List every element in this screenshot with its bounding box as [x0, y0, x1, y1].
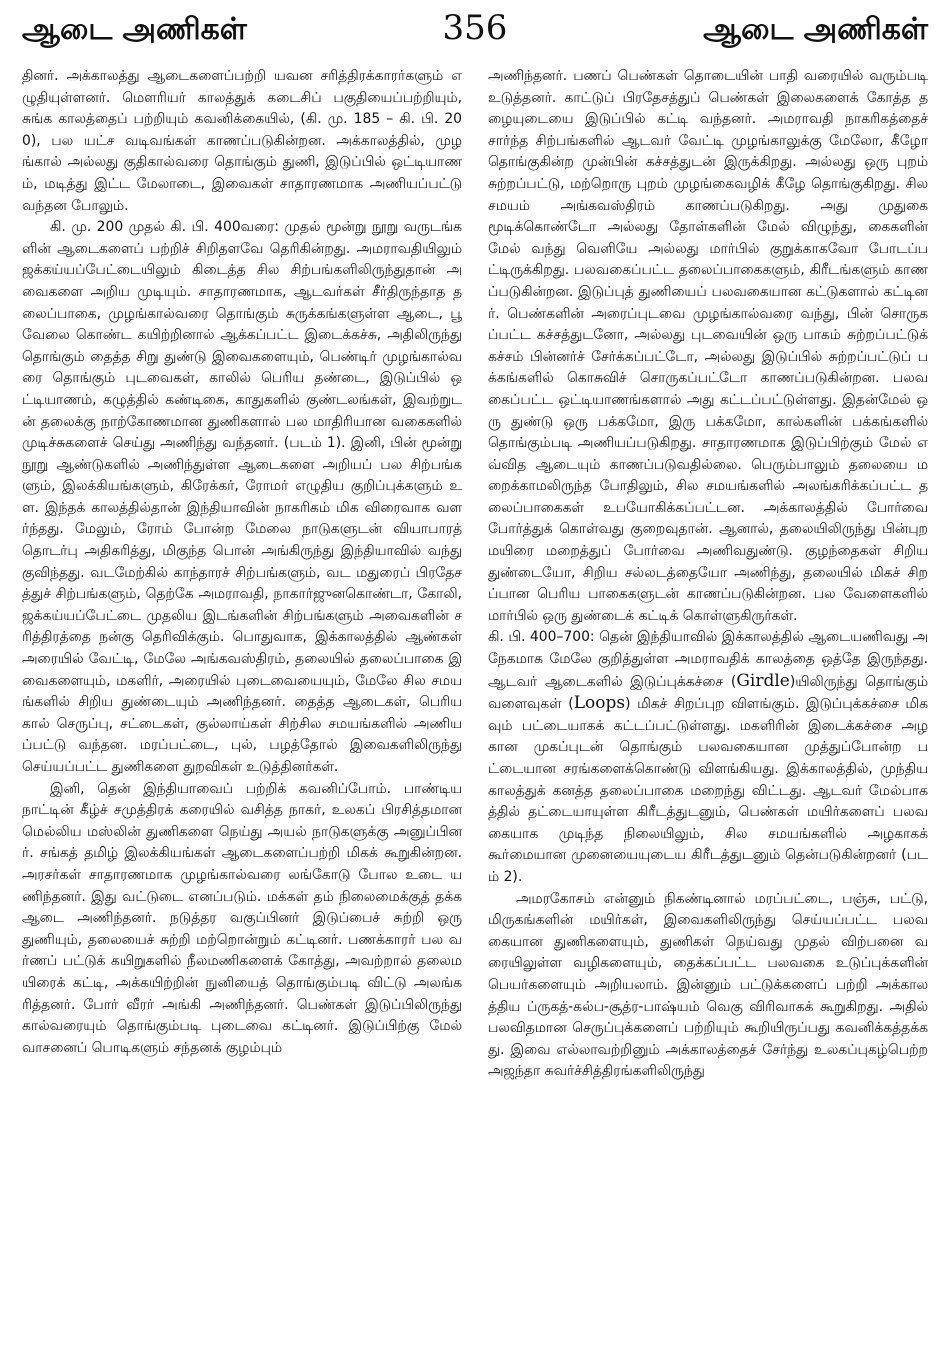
section-paragraph-400-700ad: [488, 627, 928, 888]
paragraph-amaravati-style: அணிந்தனர். பணப் பெண்கள் தொடையின் பாதி வரையில் வரும்படி உடுத்தனர். காட்டுப் பிரதேசத்துப் பெண்கள் இலைகளைக் கோத்த தழையுடையை இடுப்பில் கட்டி வந்தனர். அமராவதி நாகரிகத்தைச் சார்ந்த சிற்பங்களில் ஆடவர் வேட்டி முழங்காலுக்கு மேலோ, கீழோ தொங்குகின்ற முன்பின் கச்சத்துடன் இருக்கிறது. அல்லது ஒரு புறம் சுற்றப்பட்டு, மற்றொரு புறம் முழங்கைவழிக் கீழே தொங்குகிறது. சில சமயம் அங்கவஸ்திரம் காணப்படுகிறது. அது முதுகை மூடிக்கொண்டோ அல்லது தோள்களின் மேல் விழுந்து, கைகளின் மேல் வந்து வெளியே அல்லது மார்பில் குறுக்காகவோ போடப்பட்டிருக்கிறது. பலவகைப்பட்ட தலைப்பாகைகளும், கிரீடங்களும் காணப்படுகின்றன. இடுப்புத் துணியைப் பலவகையான கட்டுகளால் கட்டினர். பெண்களின் அரைப்புடவை முழங்கால்வரை வந்து, பின் சொருகப்பட்ட கச்சத்துடனோ, அல்லது புடவையின் ஒரு பாகம் சுற்றப்பட்டுக் கச்சம் பின்னர்ச் சேர்க்கப்பட்டோ, அல்லது இடுப்பில் சுற்றப்பட்டுப் பக்கங்களில் கொசுவிச் சொருகப்பட்டோ காணப்படுகின்றன. பலவகைப்பட்ட ஒட்டியாணங்களால் அது கட்டப்பட்டுள்ளது. இதன்மேல் ஒரு துண்டு ஒரு பக்கமோ, இரு பக்கமோ, கால்களின் பக்கங்களில் தொங்கும்படி அணியப்படுகிறது. சாதாரணமாக இடுப்பிற்கும் மேல் எவ்வித ஆடையும் காணப்படுவதில்லை. பெரும்பாலும் தலையை மறைக்காமலிருந்த போதிலும், சில சமயங்களில் அலங்கரிக்கப்பட்ட தலைப்பாகைகள் உபயோகிக்கப்பட்டன. அக்காலத்தில் போர்வை போர்த்துக் கொள்வது குறைவுதான். ஆனால், தலையிலிருந்து பின்புற மயிரை மறைத்துப் போர்வை அணிவதுண்டு. குழந்தைகள் சிறிய துண்டையோ, சிறிய சல்லடத்தையோ அணிந்து, தலையில் மிகச் சிறப்பான பெரிய பாகைகளுடன் காணப்படுகின்றன. பல வேளைகளில் மார்பில் ஒரு துண்டைக் கட்டிக் கொள்ளுகிருர்கள்.: [488, 68, 928, 624]
running-title-left: ஆடை அணிகள்: [22, 12, 247, 47]
paragraph-south-india: இனி, தென் இந்தியாவைப் பற்றிக் கவனிப்போம். பாண்டிய நாட்டின் கீழ்ச் சமுத்திரக் கரையில் வசித்த நாகர், உலகப் பிரசித்தமான மெல்லிய மஸ்லின் துணிகளை நெய்து அயல் நாடுகளுக்கு அனுப்பினர். சங்கத் தமிழ் இலக்கியங்கள் ஆடைகளைப்பற்றி மிகக் கூறுகின்றன. அரசர்கள் சாதாரணமாக முழங்கால்வரை லங்கோடு போல உடை யணிந்தனர். இது வட்டுடை எனப்படும். மக்கள் தம் நிலைமைக்குத் தக்க ஆடை அணிந்தனர். நடுத்தர வகுப்பினர் இடுப்பைச் சுற்றி ஒரு துணியும், தலையைச் சுற்றி மற்றொன்றும் கட்டினர். பணக்காரர் பல வர்ணப் பட்டுக் கயிறுகளில் நீலமணிகளைக் கோத்து, அவற்றால் தலைமயிரைக் கட்டி, அக்கயிற்றின் நுனியைத் தொங்கும்படி விட்டு அலங்கரித்தனர். போர் வீரர் அங்கி அணிந்தனர். பெண்கள் இடுப்பிலிருந்து கால்வரையும் தொங்கும்படி புடைவை கட்டினர். இடுப்பிற்கு மேல் வாசனைப் பொடிகளும் சந்தனக் குழம்பும்: [22, 780, 462, 1056]
right-column: [488, 66, 928, 1356]
text-columns: [22, 66, 928, 1356]
running-title-right: ஆடை அணிகள்: [703, 12, 928, 47]
section-text-part: )யிலிருந்து தொங்கும் வளைவுகள் (: [488, 673, 928, 713]
section-text-part: கி. பி. 400–700: தென் இந்தியாவில் இக்காலத்தில் ஆடையணிவது அநேகமாக மேலே குறித்துள்ள அமராவதிக் காலத்தை ஒத்தே இருந்தது. ஆடவர் ஆடைகளில் இடுப்புக்கச்சை (: [488, 629, 928, 690]
left-column: [22, 66, 462, 1356]
paragraph-amarakosam: அமரகோசம் என்னும் நிகண்டினால் மரப்பட்டை, பஞ்சு, பட்டு, மிருகங்களின் மயிர்கள், இவைகளிலிருந்து செய்யப்பட்ட பலவகையான துணிகளையும், துணிகள் நெய்வது முதல் விற்பனை வரையிலுள்ள வழிகளையும், தைக்கப்பட்ட பலவகை உடுப்புக்களின் பெயர்களையும் அறியலாம். இன்னும் பட்டுக்களைப் பற்றி அக்காலத்திய ப்ருகத்-கல்ப-சூத்ர-பாஷ்யம் வெகு விரிவாகக் கூறுகிறது. அதில் பலவிதமான செருப்புக்களைப் பற்றியும் கூறியிருப்பது கவனிக்கத்தக்கது. இவை எல்லாவற்றினும் அக்காலத்தைச் சேர்ந்து உலகப்புகழ்பெற்ற அஜந்தா சுவர்ச்சித்திரங்களிலிருந்து: [488, 890, 928, 1080]
section-text-part: ) மிகச் சிறப்புற விளங்கும். இடுப்புக்கச்சை மிகவும் பட்டையாகக் கட்டப்பட்டுள்ளது. மகளிரின் இடைக்கச்சை அழகான முகப்புடன் தொங்கும் பலவகையான முத்துப்போன்ற பட்டையான சரங்களைக்கொண்டு விளங்கியது. இக்காலத்தில், முந்திய காலத்துக் கனத்த தலைப்பாகை மறைந்து விட்டது. ஆடவர் மேல்பாகத்தில் தட்டையாயுள்ள கிரீடத்துடனும், பெண்கள் மயிர்களைப் பலவகையாக முடிந்த நிலையிலும், சில சமயங்களில் அழகாகக் கூர்மையான முனையையுடைய கிரீடத்துடனும் தென்படுகின்றனர் (படம் 2).: [488, 696, 928, 885]
page-number: 356: [442, 8, 508, 48]
section-paragraph-200bc-400ad: கி. மு. 200 முதல் கி. பி. 400வரை: முதல் மூன்று நூறு வருடங்களின் ஆடைகளைப் பற்றிச் சிறிதளவே தெரிகின்றது. அமராவதியிலும் ஜக்கய்யப்பேட்டையிலும் கிடைத்த சில சிற்பங்களிலிருந்துதான் அவைகளை அறிய முடியும். சாதாரணமாக, ஆடவர்கள் சீர்திருந்தாத தலைப்பாகை, முழங்கால்வரை தொங்கும் சுருக்கங்களுள்ள ஆடை, பூ வேலை கொண்ட கயிற்றினால் ஆக்கப்பட்ட இடைக்கச்சு, அதிலிருந்து தொங்கும் தைத்த சிறு துண்டு இவைகளையும், பெண்டிர் முழங்கால்வரை தொங்கும் புடவைகள், காலில் பெரிய தண்டை, இடுப்பில் ஒட்டியாணம், கழுத்தில் கண்டிகை, காதுகளில் குண்டலங்கள், இவற்றுடன் தலைக்கு நாற்கோணமான துணிகளால் பல மாதிரியான வகைகளில் முடிச்சுகளைச் செய்து அணிந்து வந்தனர். (படம் 1). இனி, பின் மூன்று நூறு ஆண்டுகளில் அணிந்துள்ள ஆடைகளை அறியப் பல சிற்பங்களும், இலக்கியங்களும், கிரேக்கர், ரோமர் எழுதிய குறிப்புக்களும் உள. இந்தக் காலத்தில்தான் இந்தியாவின் நாகரிகம் மிக விரைவாக வளர்ந்தது. மேலும், ரோம் போன்ற மேலை நாடுகளுடன் வியாபாரத் தொடர்பு அதிகரித்து, மிகுந்த பொன் அங்கிருந்து இந்தியாவில் வந்து குவிந்தது. வடமேற்கில் காந்தாரச் சிற்பங்களும், வட மதுரைப் பிரதேசத்துச் சிற்பங்களும், தெற்கே அமராவதி, நாகார்ஜுனகொண்டா, கோலி, ஜக்கய்யப்பேட்டை முதலிய இடங்களின் சிற்பங்களும் அவைகளின் சரித்திரத்தை நன்கு தெரிவிக்கும். பொதுவாக, இக்காலத்தில் ஆண்கள் அரையில் வேட்டி, மேலே அங்கவஸ்திரம், தலையில் தலைப்பாகை இவைகளையும், மகளிர், அரையில் புடைவையையும், மேலே சில சமயங்களில் சிறிய துண்டையும் அணிந்தனர். தைத்த ஆடைகள், பெரியகால் செருப்பு, சட்டைகள், குல்லாய்கள் சிற்சில சமயங்களில் அணியப்பட்டு வந்தன. மரப்பட்டை, புல், பழத்தோல் இவைகளிலிருந்து செய்யப்பட்ட துணிகளை துறவிகள் உடுத்தினர்கள்.: [22, 219, 462, 775]
page-header: [22, 8, 928, 56]
loops-term: Loops: [573, 693, 626, 714]
paragraph-continued: தினர். அக்காலத்து ஆடைகளைப்பற்றி யவன சரித்திரக்காரர்களும் எழுதியுள்ளனர். மௌரியர் காலத்துக் கடைசிப் பகுதியைப்பற்றியும், சுங்க காலத்தைப் பற்றியும் கவனிக்கையில், (கி. மு. 185 – கி. பி. 200), பல யட்ச வடிவங்கள் காணப்படுகின்றன. அக்காலத்தில், முழங்கால் அல்லது குதிகால்வரை தொங்கும் துணி, இடுப்பில் ஒட்டியாணம், மடித்து இட்ட மேலாடை, இவைகள் சாதாரணமாக அணியப்பட்டு வந்தன போலும்.: [22, 68, 462, 214]
girdle-term: Girdle: [736, 670, 790, 691]
